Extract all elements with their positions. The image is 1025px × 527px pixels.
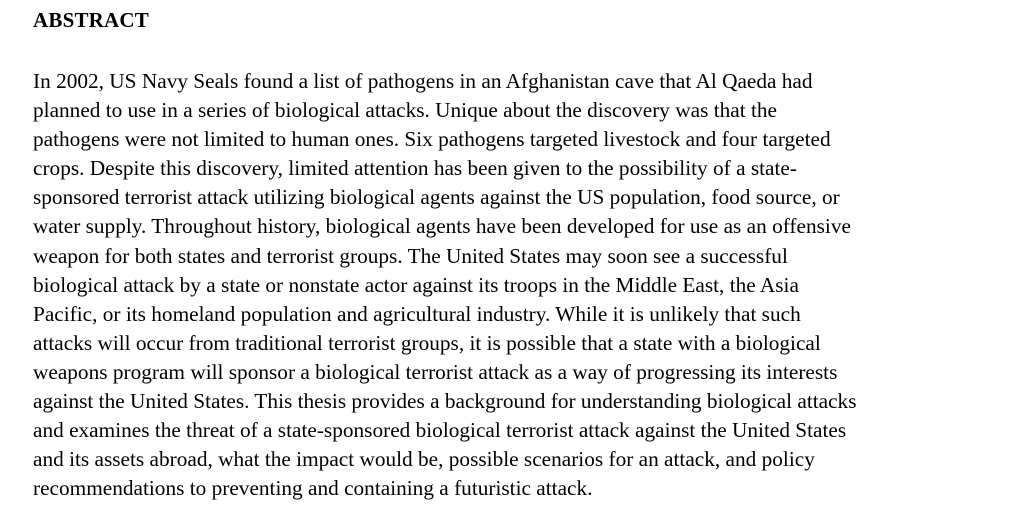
abstract-paragraph: [33, 67, 1008, 503]
paragraph-line: and examines the threat of a state-sponsored biological terrorist attack against the United States: [33, 418, 847, 443]
document-page: [33, 6, 1008, 503]
abstract-heading: ABSTRACT: [33, 8, 149, 32]
paragraph-line: planned to use in a series of biological attacks. Unique about the discovery was that the: [33, 98, 777, 123]
paragraph-line: attacks will occur from traditional terrorist groups, it is possible that a state with a biological: [33, 330, 821, 355]
paragraph-line: weapon for both states and terrorist groups. The United States may soon see a successful: [33, 243, 788, 268]
paragraph-line: pathogens were not limited to human ones. Six pathogens targeted livestock and four targeted: [33, 127, 831, 152]
paragraph-line: weapons program will sponsor a biological terrorist attack as a way of progressing its interests: [33, 359, 838, 384]
paragraph-line: Pacific, or its homeland population and agricultural industry. While it is unlikely that such: [33, 301, 801, 326]
paragraph-line: water supply. Throughout history, biological agents have been developed for use as an offensive: [33, 214, 851, 239]
paragraph-line: sponsored terrorist attack utilizing biological agents against the US population, food source, or: [33, 185, 840, 210]
paragraph-line: recommendations to preventing and containing a futuristic attack.: [33, 476, 593, 501]
paragraph-line: against the United States. This thesis provides a background for understanding biological attacks: [33, 389, 857, 414]
paragraph-line: biological attack by a state or nonstate actor against its troops in the Middle East, the Asia: [33, 272, 799, 297]
paragraph-line: In 2002, US Navy Seals found a list of pathogens in an Afghanistan cave that Al Qaeda had: [33, 69, 813, 93]
paragraph-line: crops. Despite this discovery, limited attention has been given to the possibility of a state-: [33, 156, 797, 181]
paragraph-line: and its assets abroad, what the impact would be, possible scenarios for an attack, and policy: [33, 447, 815, 472]
